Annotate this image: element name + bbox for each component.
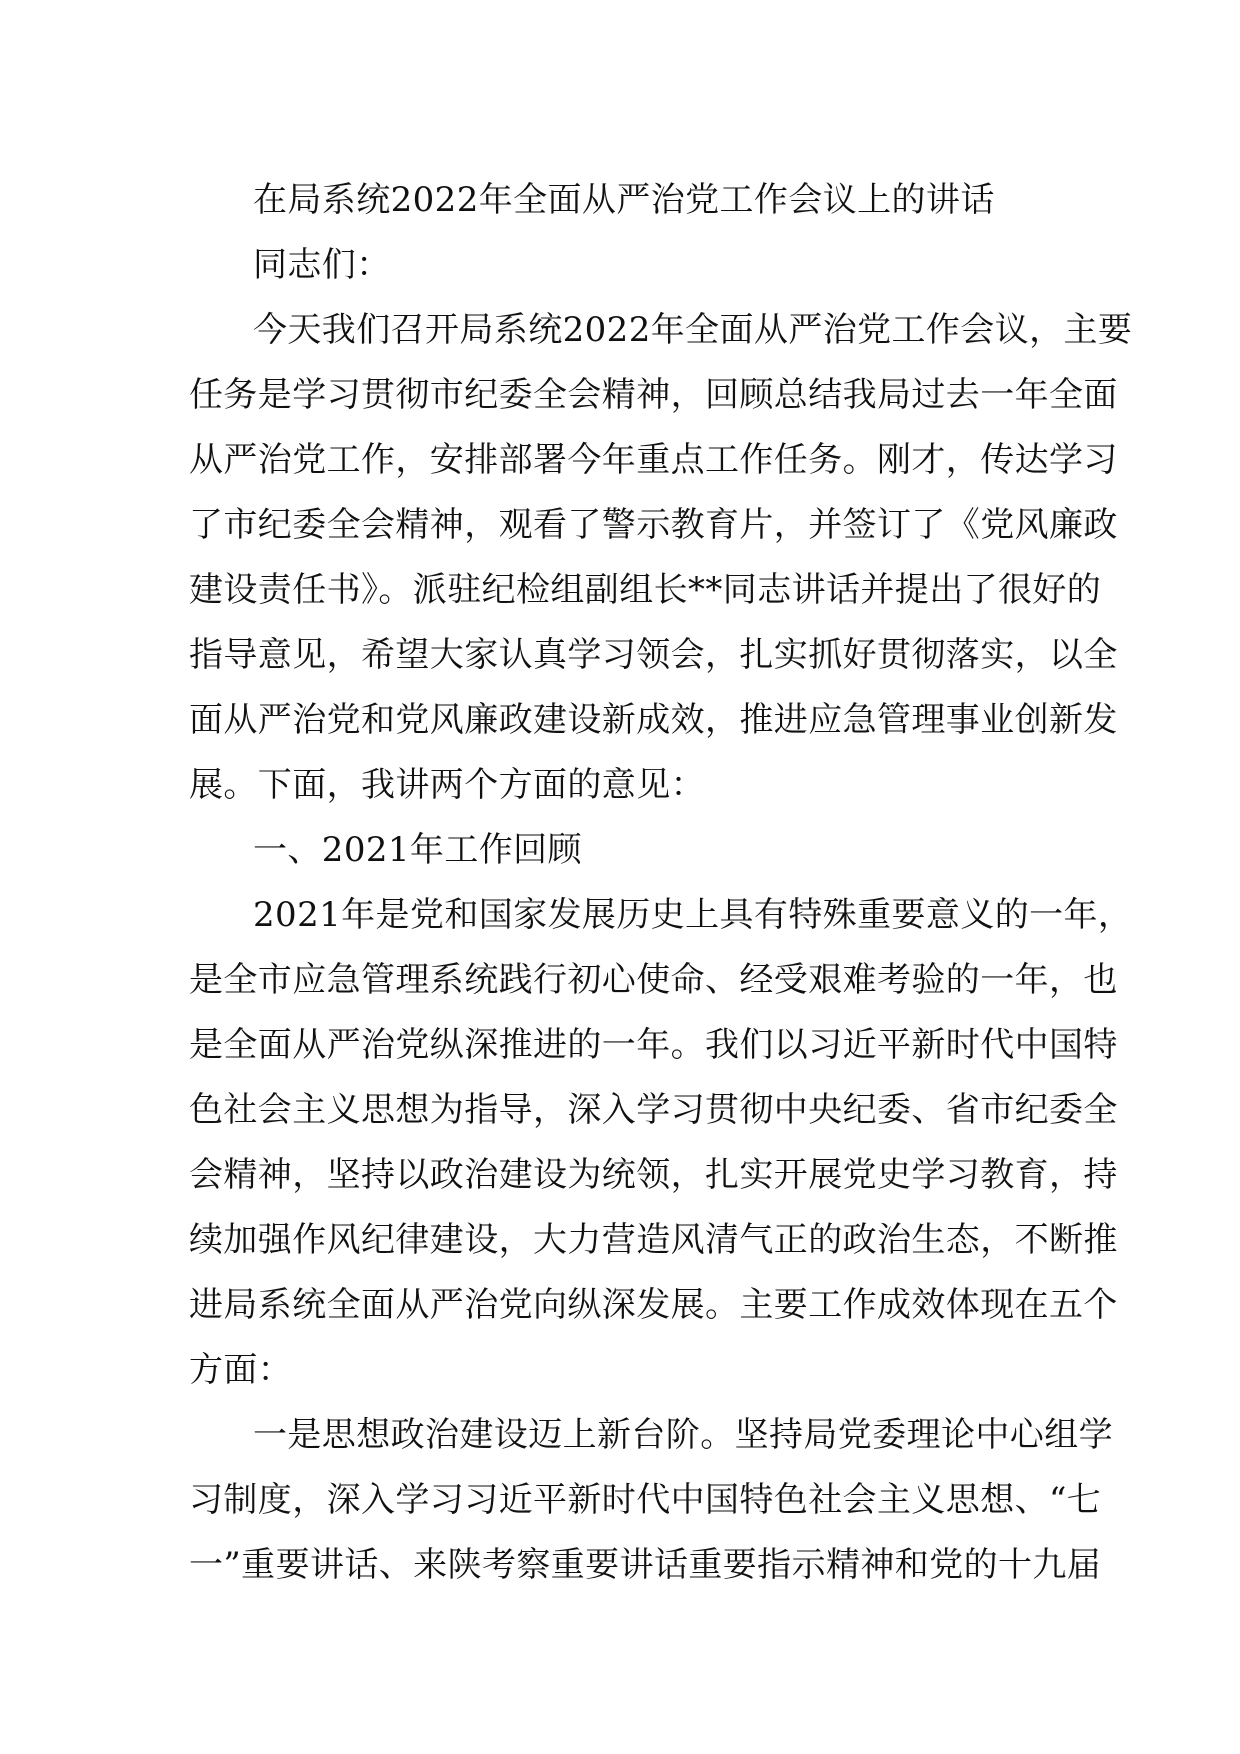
paragraph-line: 是全市应急管理系统践行初心使命、经受艰难考验的一年，也 <box>189 960 1118 1000</box>
paragraph-line: 从严治党工作，安排部署今年重点工作任务。刚才，传达学习 <box>189 440 1118 480</box>
paragraph-line: 习制度，深入学习习近平新时代中国特色社会主义思想、“七 <box>189 1480 1102 1520</box>
paragraph-line: 一是思想政治建设迈上新台阶。坚持局党委理论中心组学 <box>253 1415 1113 1455</box>
paragraph-line: 了市纪委全会精神，观看了警示教育片，并签订了《党风廉政 <box>189 505 1118 545</box>
salutation: 同志们： <box>253 245 391 285</box>
paragraph-line: 方面： <box>189 1350 293 1390</box>
paragraph-line: 续加强作风纪律建设，大力营造风清气正的政治生态，不断推 <box>189 1220 1118 1260</box>
paragraph-line: 建设责任书》。派驻纪检组副组长**同志讲话并提出了很好的 <box>189 570 1102 610</box>
paragraph-line: 会精神，坚持以政治建设为统领，扎实开展党史学习教育，持 <box>189 1155 1118 1195</box>
paragraph-opening <box>189 298 1133 818</box>
paragraph-line: 今天我们召开局系统2022年全面从严治党工作会议，主要 <box>253 310 1133 350</box>
paragraph-line: 一”重要讲话、来陕考察重要讲话重要指示精神和党的十九届 <box>189 1545 1102 1585</box>
paragraph-political-building <box>189 1403 1113 1598</box>
paragraph-line: 进局系统全面从严治党向纵深发展。主要工作成效体现在五个 <box>189 1285 1118 1325</box>
paragraph-line: 展。下面，我讲两个方面的意见： <box>189 765 705 805</box>
paragraph-line: 2021年是党和国家发展历史上具有特殊重要意义的一年， <box>253 895 1133 935</box>
section-heading: 一、2021年工作回顾 <box>253 830 582 870</box>
document-body <box>189 168 1133 1598</box>
paragraph-line: 任务是学习贯彻市纪委全会精神，回顾总结我局过去一年全面 <box>189 375 1118 415</box>
paragraph-review <box>189 883 1133 1403</box>
document-title: 在局系统2022年全面从严治党工作会议上的讲话 <box>253 180 995 220</box>
paragraph-line: 色社会主义思想为指导，深入学习贯彻中央纪委、省市纪委全 <box>189 1090 1118 1130</box>
paragraph-line: 面从严治党和党风廉政建设新成效，推进应急管理事业创新发 <box>189 700 1118 740</box>
paragraph-line: 是全面从严治党纵深推进的一年。我们以习近平新时代中国特 <box>189 1025 1118 1065</box>
paragraph-line: 指导意见，希望大家认真学习领会，扎实抓好贯彻落实，以全 <box>189 635 1118 675</box>
